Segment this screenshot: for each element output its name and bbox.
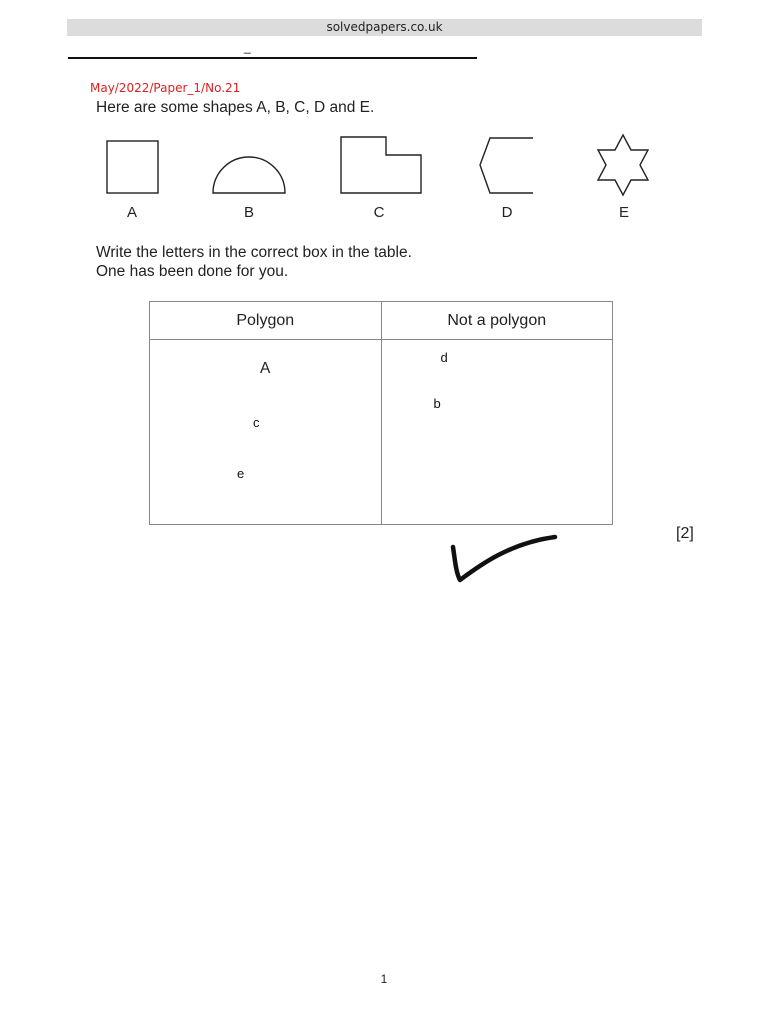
- not-polygon-cell[interactable]: [381, 340, 613, 525]
- shape-e-star: [598, 135, 648, 195]
- table-header-row: [150, 302, 613, 340]
- question-intro: Here are some shapes A, B, C, D and E.: [96, 99, 375, 116]
- header-site-name: solvedpapers.co.uk: [326, 20, 443, 34]
- header-dash: _: [244, 40, 251, 54]
- shape-b-semicircle: [213, 157, 285, 193]
- table-answer-row: [150, 340, 613, 525]
- header-not-polygon: Not a polygon: [381, 302, 613, 340]
- question-reference: May/2022/Paper_1/No.21: [90, 81, 241, 95]
- check-mark-icon: [440, 525, 565, 590]
- polygon-cell[interactable]: [150, 340, 382, 525]
- not-polygon-entry-b: b: [433, 396, 441, 411]
- header-polygon: Polygon: [150, 302, 382, 340]
- shapes-figure: [0, 0, 768, 230]
- shape-label-e: E: [618, 204, 629, 221]
- polygon-entry-e: e: [237, 466, 245, 481]
- page-number: 1: [380, 972, 388, 986]
- instruction-line-2: One has been done for you.: [96, 263, 289, 280]
- shape-d-open-shape: [480, 138, 533, 193]
- shape-label-c: C: [373, 204, 385, 221]
- marks-label: [2]: [676, 525, 694, 542]
- shape-c-polygon: [341, 137, 421, 193]
- shape-label-b: B: [243, 204, 254, 221]
- shape-label-a: A: [126, 204, 137, 221]
- polygon-entry-a: A: [260, 360, 271, 377]
- instruction-line-1: Write the letters in the correct box in the table.: [96, 244, 412, 261]
- not-polygon-entry-d: d: [440, 350, 448, 365]
- polygon-entry-c: c: [253, 415, 260, 430]
- answer-table: [149, 301, 613, 525]
- shape-a-square: [107, 141, 158, 193]
- shape-label-d: D: [501, 204, 513, 221]
